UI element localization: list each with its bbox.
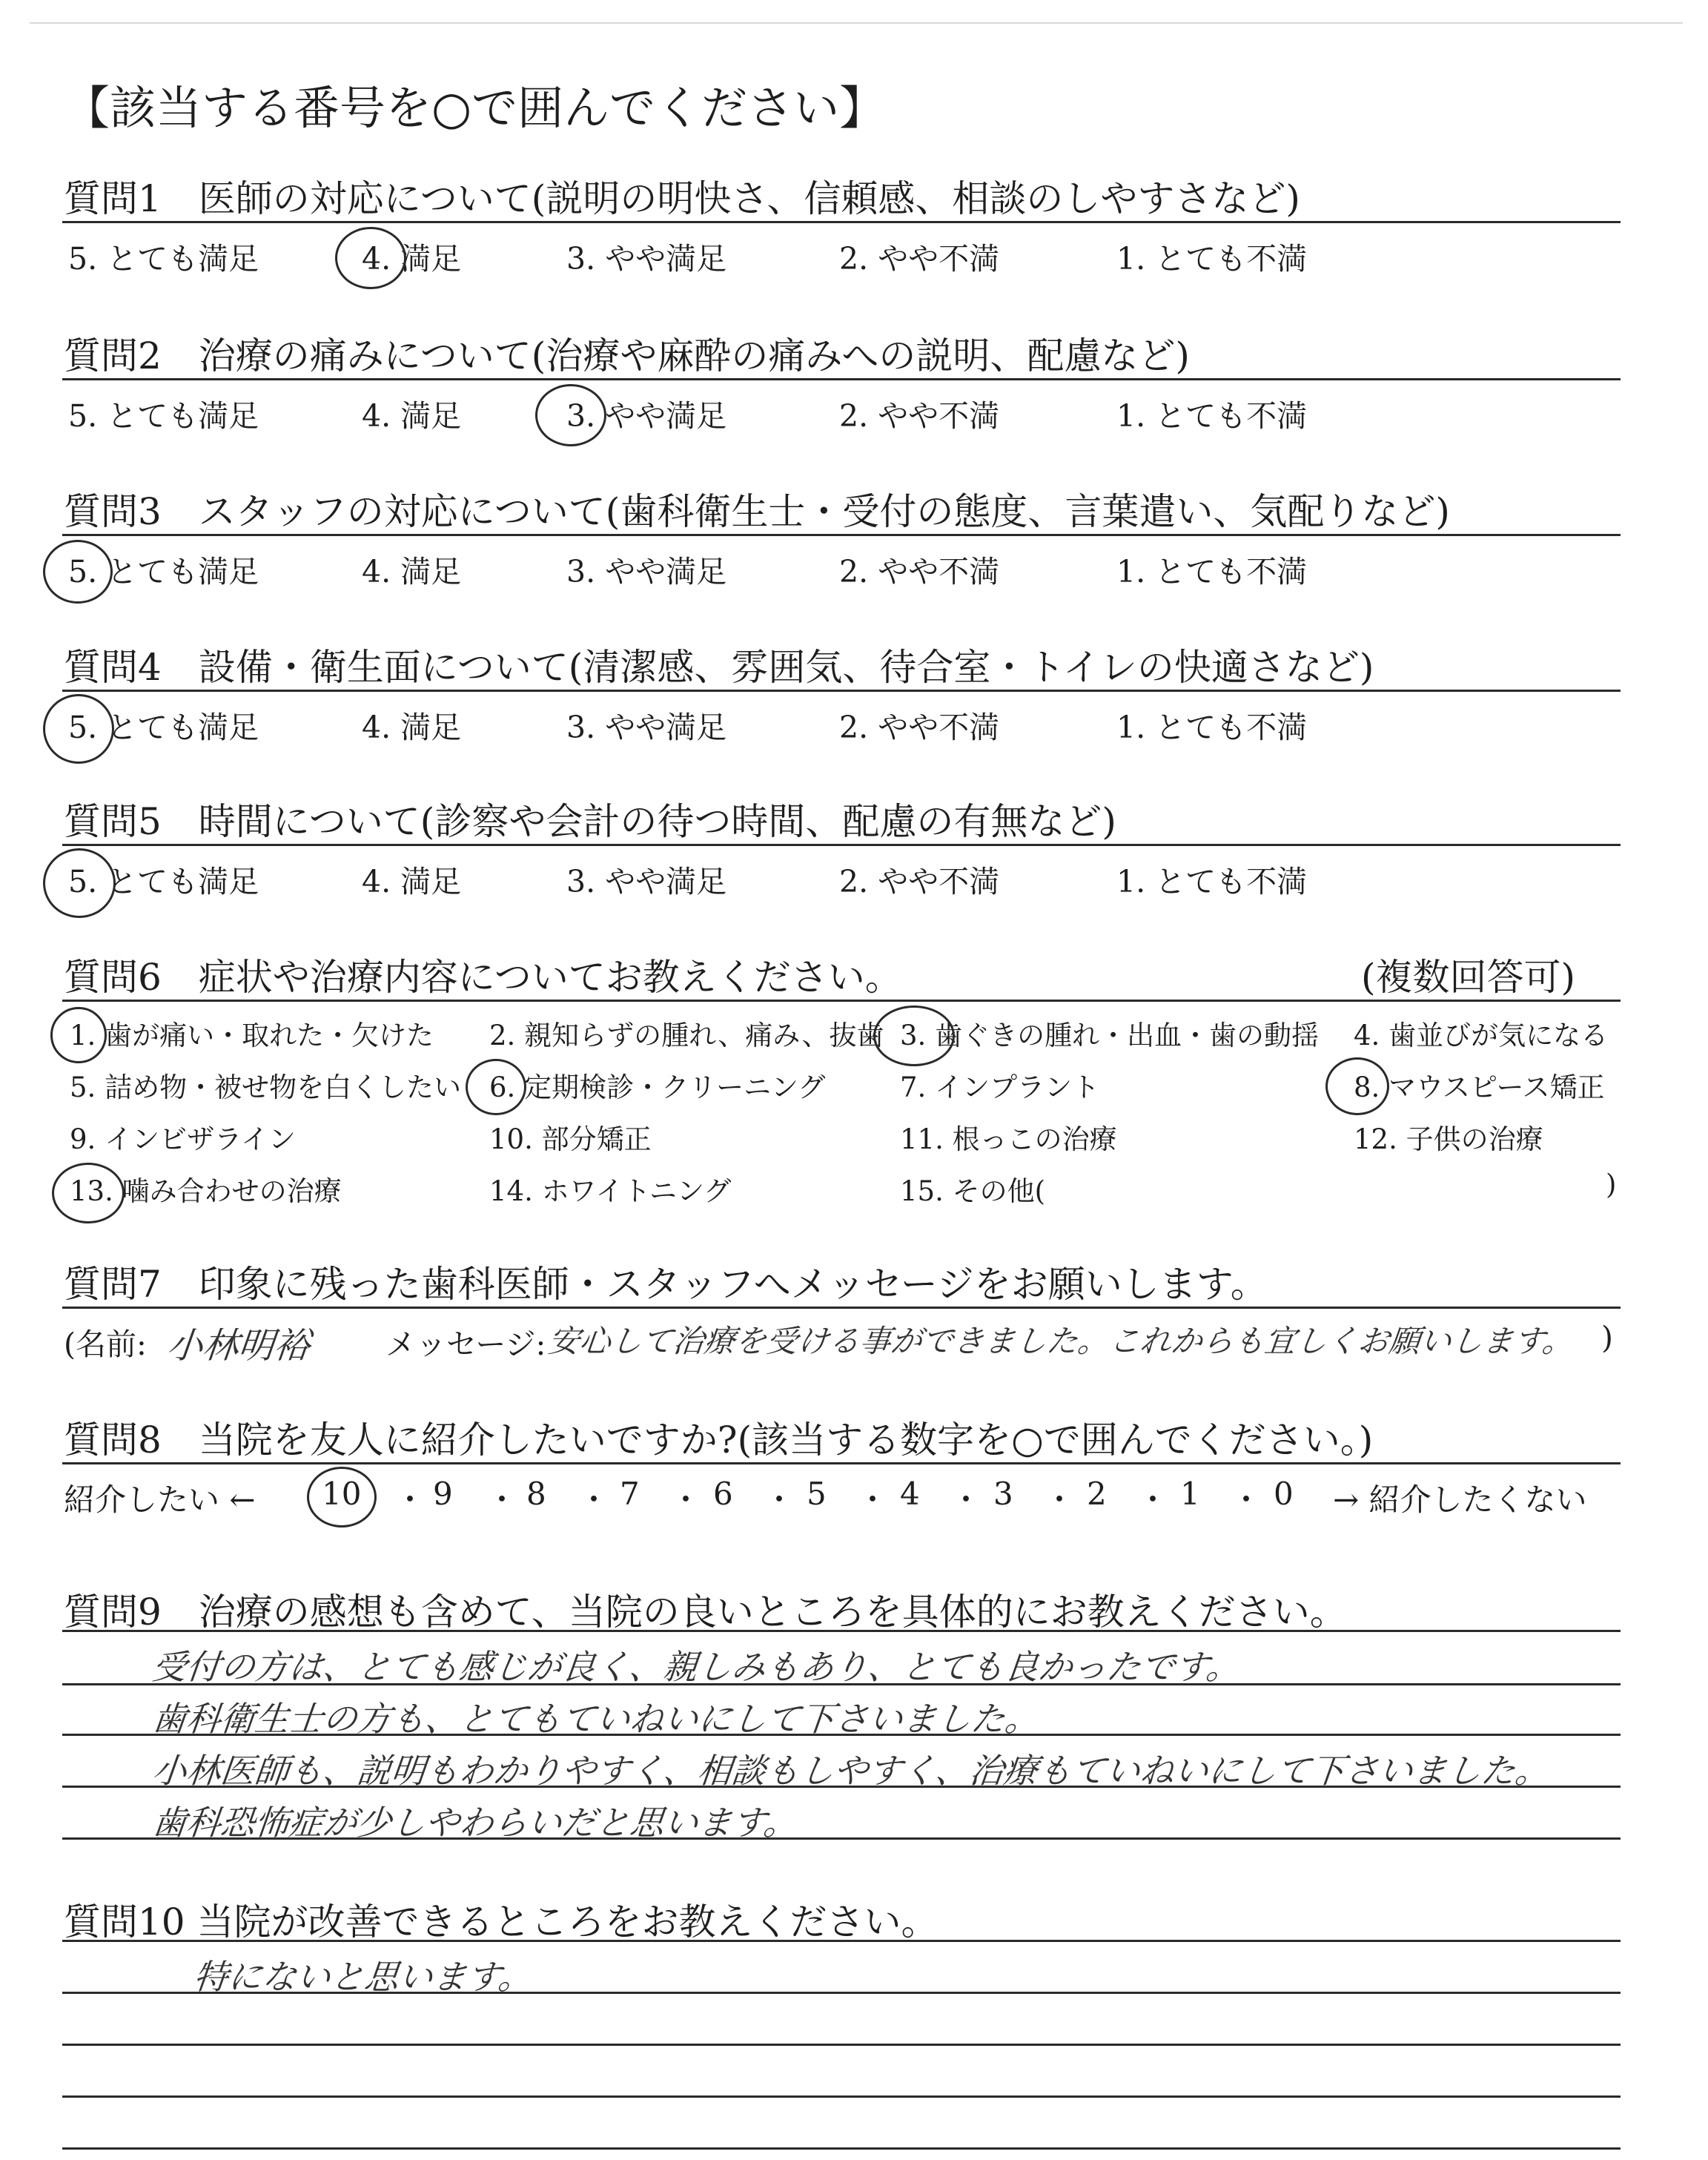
q6-item-4[interactable]: 4. 歯並びが気になる <box>1354 1020 1609 1051</box>
q2-rule <box>62 378 1621 380</box>
q3-option-3[interactable]: 3. やや満足 <box>566 554 727 589</box>
q6-item-9[interactable]: 9. インビザライン <box>70 1123 296 1155</box>
q10-title: 質問10 当院が改善できるところをお教えください。 <box>64 1900 939 1943</box>
q6-item-14[interactable]: 14. ホワイトニング <box>489 1175 732 1207</box>
q1-option-3[interactable]: 3. やや満足 <box>566 241 727 277</box>
q8-scale-4[interactable]: 4 <box>900 1476 920 1512</box>
q8-scale-8[interactable]: 8 <box>526 1476 546 1512</box>
q5-option-1[interactable]: 1. とても不満 <box>1116 864 1308 899</box>
q9-answer-line-4[interactable]: 歯科恐怖症が少しやわらいだと思います。 <box>150 1803 800 1843</box>
q10-rule-1 <box>62 1940 1621 1942</box>
q10-rule-5 <box>62 2147 1621 2150</box>
q5-option-4[interactable]: 4. 満足 <box>362 864 462 899</box>
q6-item-2[interactable]: 2. 親知らずの腫れ、痛み、抜歯 <box>489 1020 884 1051</box>
q8-scale-2[interactable]: 2 <box>1087 1476 1107 1512</box>
q8-scale-dot: ・ <box>394 1482 426 1518</box>
q6-item-13[interactable]: 13. 噛み合わせの治療 <box>70 1175 342 1207</box>
q4-rule <box>62 690 1621 692</box>
q1-option-1[interactable]: 1. とても不満 <box>1116 241 1308 277</box>
q8-scale-dot: ・ <box>1137 1482 1169 1518</box>
q6-item-6[interactable]: 6. 定期検診・クリーニング <box>489 1071 826 1103</box>
q10-rule-4 <box>62 2095 1621 2098</box>
q2-option-1[interactable]: 1. とても不満 <box>1116 398 1308 434</box>
q2-selection-circle <box>535 384 606 446</box>
q9-answer-line-3[interactable]: 小林医師も、説明もわかりやすく、相談もしやすく、治療もていねいにして下さいました。 <box>150 1751 1552 1791</box>
q6-selection-circle-6 <box>466 1059 526 1115</box>
q7-message-label: メッセージ: <box>385 1327 546 1362</box>
q8-scale-7[interactable]: 7 <box>620 1476 640 1512</box>
q8-scale-dot: ・ <box>670 1482 702 1518</box>
q8-right-label: → 紹介したくない <box>1333 1482 1587 1518</box>
q3-selection-circle <box>43 540 113 604</box>
q5-selection-circle <box>43 848 116 918</box>
q4-option-4[interactable]: 4. 満足 <box>362 710 462 745</box>
q4-option-5[interactable]: 5. とても満足 <box>68 710 259 745</box>
q3-option-4[interactable]: 4. 満足 <box>362 554 462 589</box>
q3-title: 質問3 スタッフの対応について(歯科衛生士・受付の態度、言葉遣い、気配りなど) <box>64 490 1450 533</box>
q8-scale-dot: ・ <box>950 1482 982 1518</box>
page-title: 【該当する番号を○で囲んでください】 <box>64 81 886 135</box>
q4-title: 質問4 設備・衛生面について(清潔感、雰囲気、待合室・トイレの快適さなど) <box>64 646 1374 689</box>
q8-scale-dot: ・ <box>764 1482 795 1518</box>
q9-rule-1 <box>62 1630 1621 1632</box>
q6-title: 質問6 症状や治療内容についてお教えください。 <box>64 956 902 999</box>
q2-title: 質問2 治療の痛みについて(治療や麻酔の痛みへの説明、配慮など) <box>64 334 1190 377</box>
q4-selection-circle <box>43 694 114 764</box>
q8-scale-dot: ・ <box>1044 1482 1076 1518</box>
q8-scale-0[interactable]: 0 <box>1274 1476 1294 1512</box>
q1-option-4[interactable]: 4. 満足 <box>362 241 462 277</box>
q9-answer-line-2[interactable]: 歯科衛生士の方も、とてもていねいにして下さいました。 <box>150 1699 1042 1739</box>
q6-item-1[interactable]: 1. 歯が痛い・取れた・欠けた <box>70 1020 434 1051</box>
q6-note: (複数回答可) <box>1361 956 1576 999</box>
q9-title: 質問9 治療の感想も含めて、当院の良いところを具体的にお教えください。 <box>64 1591 1347 1634</box>
q5-rule <box>62 844 1621 846</box>
q1-title: 質問1 医師の対応について(説明の明快さ、信頼感、相談のしやすさなど) <box>64 177 1300 220</box>
q3-option-1[interactable]: 1. とても不満 <box>1116 554 1308 589</box>
q7-suffix: ) <box>1601 1320 1613 1355</box>
q5-title: 質問5 時間について(診察や会計の待つ時間、配慮の有無など) <box>64 800 1116 843</box>
q3-rule <box>62 534 1621 536</box>
q2-option-3[interactable]: 3. やや満足 <box>566 398 727 434</box>
q2-option-5[interactable]: 5. とても満足 <box>68 398 259 434</box>
q7-name[interactable]: 小林明裕 <box>165 1325 312 1367</box>
q8-scale-9[interactable]: 9 <box>433 1476 453 1512</box>
q6-item-7[interactable]: 7. インプラント <box>900 1071 1100 1103</box>
q8-scale-dot: ・ <box>857 1482 889 1518</box>
q5-option-2[interactable]: 2. やや不満 <box>839 864 1000 899</box>
q1-option-5[interactable]: 5. とても満足 <box>68 241 259 277</box>
q7-title: 質問7 印象に残った歯科医師・スタッフへメッセージをお願いします。 <box>64 1263 1268 1306</box>
q7-rule <box>62 1307 1621 1309</box>
q4-option-1[interactable]: 1. とても不満 <box>1116 710 1308 745</box>
q2-option-4[interactable]: 4. 満足 <box>362 398 462 434</box>
q8-scale-1[interactable]: 1 <box>1180 1476 1200 1512</box>
q4-option-2[interactable]: 2. やや不満 <box>839 710 1000 745</box>
q1-rule <box>62 221 1621 223</box>
q5-option-5[interactable]: 5. とても満足 <box>68 864 259 899</box>
q5-option-3[interactable]: 3. やや満足 <box>566 864 727 899</box>
q8-scale-6[interactable]: 6 <box>713 1476 733 1512</box>
q10-answer[interactable]: 特にないと思います。 <box>191 1957 534 1997</box>
q6-item-3[interactable]: 3. 歯ぐきの腫れ・出血・歯の動揺 <box>900 1020 1320 1051</box>
q6-item-8[interactable]: 8. マウスピース矯正 <box>1354 1071 1605 1103</box>
q6-selection-circle-8 <box>1325 1057 1389 1115</box>
top-border <box>30 22 1683 24</box>
q1-option-2[interactable]: 2. やや不満 <box>839 241 1000 277</box>
q6-item-5[interactable]: 5. 詰め物・被せ物を白くしたい <box>70 1071 462 1103</box>
q8-title: 質問8 当院を友人に紹介したいですか?(該当する数字を○で囲んでください。) <box>64 1418 1374 1462</box>
q7-message[interactable]: 安心して治療を受ける事ができました。これからも宜しくお願いします。 <box>546 1323 1575 1359</box>
q8-scale-dot: ・ <box>486 1482 518 1518</box>
q7-prefix: (名前: <box>64 1327 147 1362</box>
q3-option-2[interactable]: 2. やや不満 <box>839 554 1000 589</box>
q6-selection-circle-3 <box>873 1005 955 1066</box>
q6-item-15-close-paren: ) <box>1606 1169 1617 1200</box>
q8-selection-circle <box>307 1467 377 1527</box>
q6-rule <box>62 1000 1621 1002</box>
q1-selection-circle <box>335 227 406 289</box>
q8-scale-5[interactable]: 5 <box>807 1476 827 1512</box>
q8-rule <box>62 1462 1621 1464</box>
q6-selection-circle-1 <box>50 1007 107 1063</box>
q6-item-11[interactable]: 11. 根っこの治療 <box>900 1123 1117 1155</box>
q3-option-5[interactable]: 5. とても満足 <box>68 554 259 589</box>
q4-option-3[interactable]: 3. やや満足 <box>566 710 727 745</box>
q10-rule-3 <box>62 2044 1621 2046</box>
q6-item-10[interactable]: 10. 部分矯正 <box>489 1123 652 1155</box>
q8-scale-dot: ・ <box>578 1482 610 1518</box>
q6-item-12[interactable]: 12. 子供の治療 <box>1354 1123 1543 1155</box>
q6-selection-circle-13 <box>52 1163 125 1223</box>
q9-answer-line-1[interactable]: 受付の方は、とても感じが良く、親しみもあり、とても良かったです。 <box>150 1647 1242 1687</box>
q6-item-15[interactable]: 15. その他( <box>900 1175 1046 1207</box>
q8-scale-10[interactable]: 10 <box>322 1476 362 1512</box>
q8-left-label: 紹介したい ← <box>64 1482 256 1518</box>
q8-scale-dot: ・ <box>1231 1482 1262 1518</box>
q8-scale-3[interactable]: 3 <box>993 1476 1013 1512</box>
q2-option-2[interactable]: 2. やや不満 <box>839 398 1000 434</box>
